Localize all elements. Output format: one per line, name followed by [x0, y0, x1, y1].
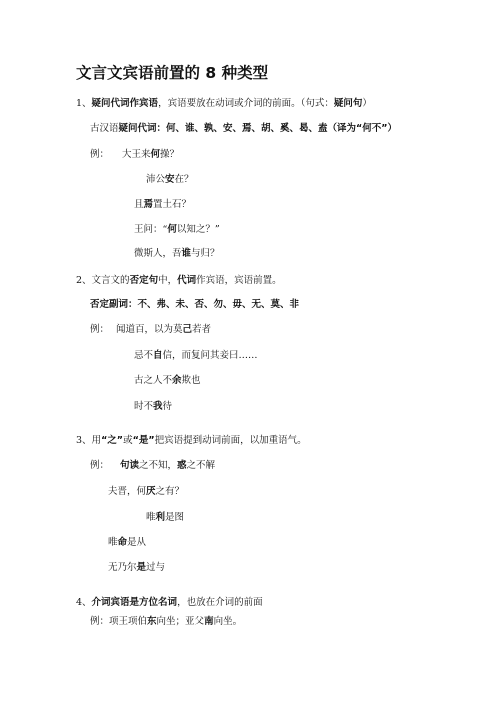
section-1-label — [90, 123, 397, 134]
example-text: 置土石？ — [153, 199, 192, 210]
example-text: 若者 — [192, 324, 212, 335]
example-text: 是图 — [165, 512, 185, 523]
section-1-prefix: 古汉语 — [90, 123, 119, 134]
example-keyword: 余 — [172, 375, 182, 386]
example-keyword: 何 — [150, 149, 161, 160]
section-number: 3、 — [76, 435, 92, 446]
example-line — [108, 537, 146, 548]
example-keyword: 句读 — [120, 460, 140, 471]
section-4-keyword: 介词宾语是方位名词 — [91, 597, 178, 608]
example-line — [134, 248, 220, 259]
example-line — [120, 460, 215, 471]
example-keyword: 东 — [147, 616, 157, 627]
section-1-text: ，宾语要放在动词或介词的前面。（句式： — [158, 98, 334, 109]
example-text: 无乃尔 — [108, 562, 137, 573]
example-text: 欺也 — [181, 375, 201, 386]
section-3-text: 把宾语提到动词前面，以加重语气。 — [154, 435, 307, 446]
section-1-pronoun-list: 疑问代词：何、谁、孰、安、焉、胡、奚、曷、盍（译为“何不”） — [118, 123, 398, 134]
example-text: 唯 — [108, 537, 118, 548]
example-text: 过与 — [146, 562, 166, 573]
example-label: 例： — [90, 149, 110, 160]
example-line — [116, 324, 211, 335]
example-text: 时不 — [134, 401, 154, 412]
example-text: 之有？ — [155, 486, 185, 497]
example-keyword: 自 — [153, 350, 163, 361]
example-text: 与归？ — [191, 248, 220, 259]
section-3-keyword: “之” — [101, 435, 124, 446]
example-text: 且 — [134, 199, 144, 210]
section-2-heading — [76, 275, 282, 286]
section-2-keyword: 否定句 — [129, 275, 159, 286]
example-text: 在？ — [174, 174, 194, 185]
example-keyword: 己 — [182, 324, 193, 335]
section-1-close: ） — [362, 98, 372, 109]
section-1-heading — [76, 98, 372, 109]
section-number: 2、 — [76, 275, 92, 286]
example-keyword: 安 — [165, 174, 175, 185]
section-3-text: 或 — [123, 435, 133, 446]
example-text: 向坐。 — [213, 616, 243, 627]
section-4-text: ，也放在介词的前面 — [177, 597, 263, 608]
example-line — [146, 174, 194, 185]
example-text: 之不知， — [139, 460, 178, 471]
example-text: 大王来 — [122, 149, 151, 160]
section-2-text: 作宾语，宾语前置。 — [196, 275, 282, 286]
section-number: 1、 — [76, 98, 92, 109]
section-4-heading — [76, 597, 263, 608]
example-label: 例： — [90, 616, 110, 627]
example-text: 项王项伯 — [109, 616, 148, 627]
example-keyword: 焉 — [143, 199, 154, 210]
example-text: 古之人不 — [134, 375, 173, 386]
example-text: 忌不 — [134, 350, 154, 361]
section-3-text: 用 — [91, 435, 102, 446]
example-text: 王问：“ — [134, 224, 168, 235]
example-text: 信，而复问其妾曰…… — [162, 350, 258, 361]
example-line — [108, 486, 184, 497]
example-line — [134, 375, 201, 386]
example-line — [146, 512, 184, 523]
section-3-keyword: “是” — [132, 435, 155, 446]
example-text: 唯 — [146, 512, 156, 523]
example-text: 微斯人，吾 — [134, 248, 182, 259]
example-line — [134, 224, 220, 235]
example-line — [108, 562, 165, 573]
example-keyword: 我 — [153, 401, 163, 412]
example-line — [134, 401, 172, 412]
example-line — [122, 149, 179, 160]
example-label: 例： — [90, 324, 110, 335]
example-line — [90, 616, 242, 627]
section-number: 4、 — [76, 597, 92, 608]
example-text: 以知之？” — [176, 224, 220, 235]
section-2-text: 中， — [158, 275, 178, 286]
section-3-heading — [76, 435, 307, 446]
example-keyword: 惑 — [177, 460, 187, 471]
example-keyword: 是 — [136, 562, 147, 573]
example-text: 夫晋，何 — [108, 486, 147, 497]
example-label: 例： — [90, 460, 110, 471]
example-text: 向坐；亚父 — [156, 616, 205, 627]
example-keyword: 谁 — [181, 248, 192, 259]
example-line — [134, 350, 258, 361]
example-keyword: 命 — [117, 537, 128, 548]
section-2-label: 否定副词：不、弗、未、否、勿、毋、无、莫、非 — [90, 299, 300, 310]
example-text: 待 — [162, 401, 173, 412]
example-text: 操？ — [160, 149, 180, 160]
example-text: 沛公 — [146, 174, 166, 185]
example-keyword: 厌 — [146, 486, 156, 497]
section-2-text: 文言文的 — [91, 275, 130, 286]
example-keyword: 利 — [155, 512, 166, 523]
example-text: 是从 — [127, 537, 147, 548]
example-line — [134, 199, 191, 210]
example-keyword: 何 — [167, 224, 177, 235]
example-keyword: 南 — [204, 616, 214, 627]
section-1-form: 疑问句 — [333, 98, 363, 109]
section-1-keyword: 疑问代词作宾语 — [91, 98, 159, 109]
section-2-keyword: 代词 — [177, 275, 197, 286]
example-text: 闻道百，以为莫 — [116, 324, 183, 335]
page-title: 文言文宾语前置的 8 种类型 — [76, 64, 269, 82]
example-text: 之不解 — [186, 460, 216, 471]
